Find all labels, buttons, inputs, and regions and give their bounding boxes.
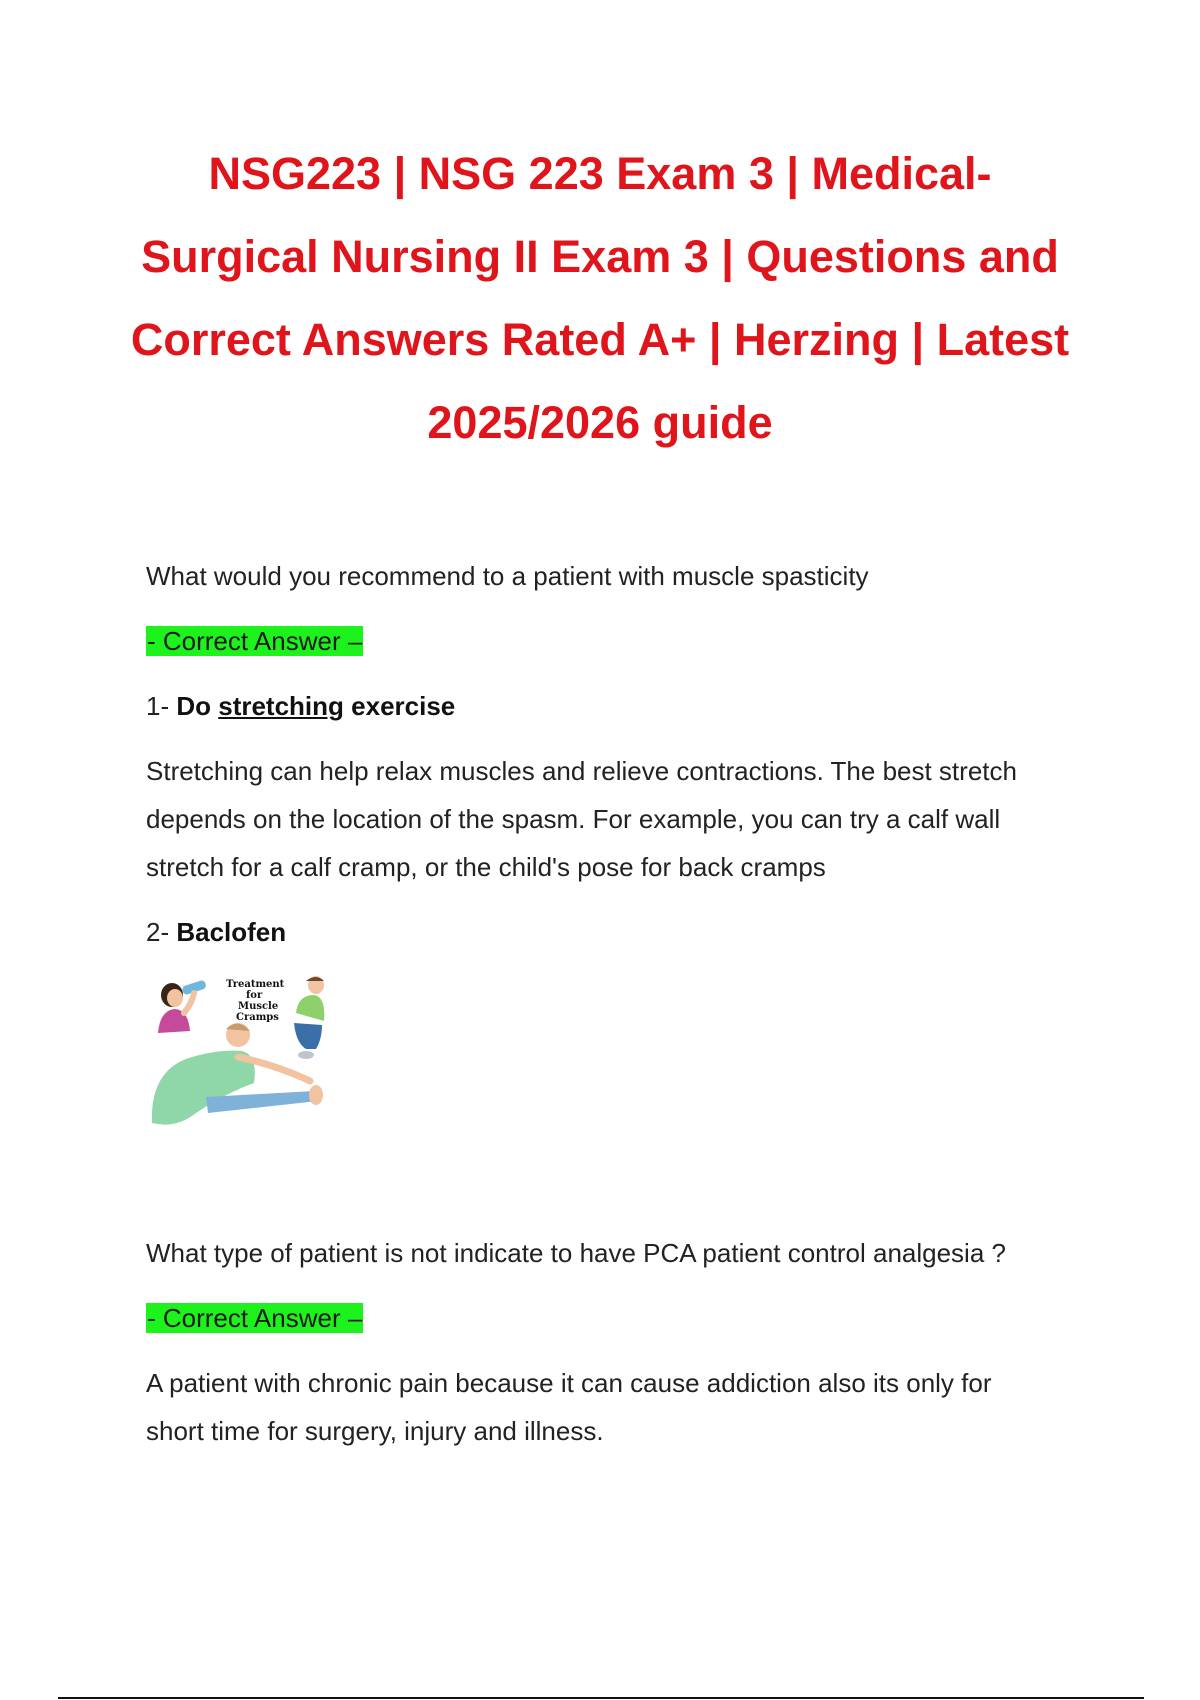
drinking-woman-figure <box>158 979 207 1033</box>
document-title: NSG223 | NSG 223 Exam 3 | Medical-Surgical Nursing II Exam 3 | Questions and Correct Answers Rated A+ | Herzing | Latest 2025/2026 guide <box>130 148 1070 448</box>
svg-text:Cramps: Cramps <box>236 1012 279 1023</box>
question-2: What type of patient is not indicate to have PCA patient control analgesia ? <box>146 1238 1006 1268</box>
section-spacer <box>146 1131 1046 1229</box>
footer-divider <box>58 1697 1144 1699</box>
answer-2: A patient with chronic pain because it can cause addiction also its only for short time for surgery, injury and illness. <box>146 1368 992 1446</box>
item-text-exercise: exercise <box>343 691 456 721</box>
question-1: What would you recommend to a patient with muscle spasticity <box>146 561 869 591</box>
item-number: 2- <box>146 917 177 947</box>
answer-explanation-1: Stretching can help relax muscles and relieve contractions. The best stretch depends on the location of the spasm. For example, you can try a calf wall stretch for a calf cramp, or the child's pose for back cramps <box>146 756 1017 882</box>
item-number: 1- <box>146 691 177 721</box>
correct-answer-tag: - Correct Answer – <box>147 626 363 656</box>
item-text-baclofen: Baclofen <box>176 917 287 947</box>
item-text-stretching: stretching <box>218 691 344 721</box>
svg-text:Treatment: Treatment <box>226 979 285 990</box>
svg-text:Muscle: Muscle <box>238 1001 279 1012</box>
answer-label-2 <box>146 1294 1046 1342</box>
item-text-do: Do <box>176 691 219 721</box>
correct-answer-tag: - Correct Answer – <box>147 1303 363 1333</box>
document-content <box>146 552 1046 1472</box>
answer-item-2 <box>146 908 1046 956</box>
svg-text:for: for <box>246 990 263 1001</box>
kneeling-man-figure <box>294 976 324 1059</box>
stretching-woman-figure <box>152 1023 323 1125</box>
illustration-caption <box>226 979 285 1023</box>
answer-label-1 <box>146 617 1046 665</box>
answer-item-1 <box>146 682 1046 730</box>
muscle-cramps-illustration <box>146 973 330 1131</box>
